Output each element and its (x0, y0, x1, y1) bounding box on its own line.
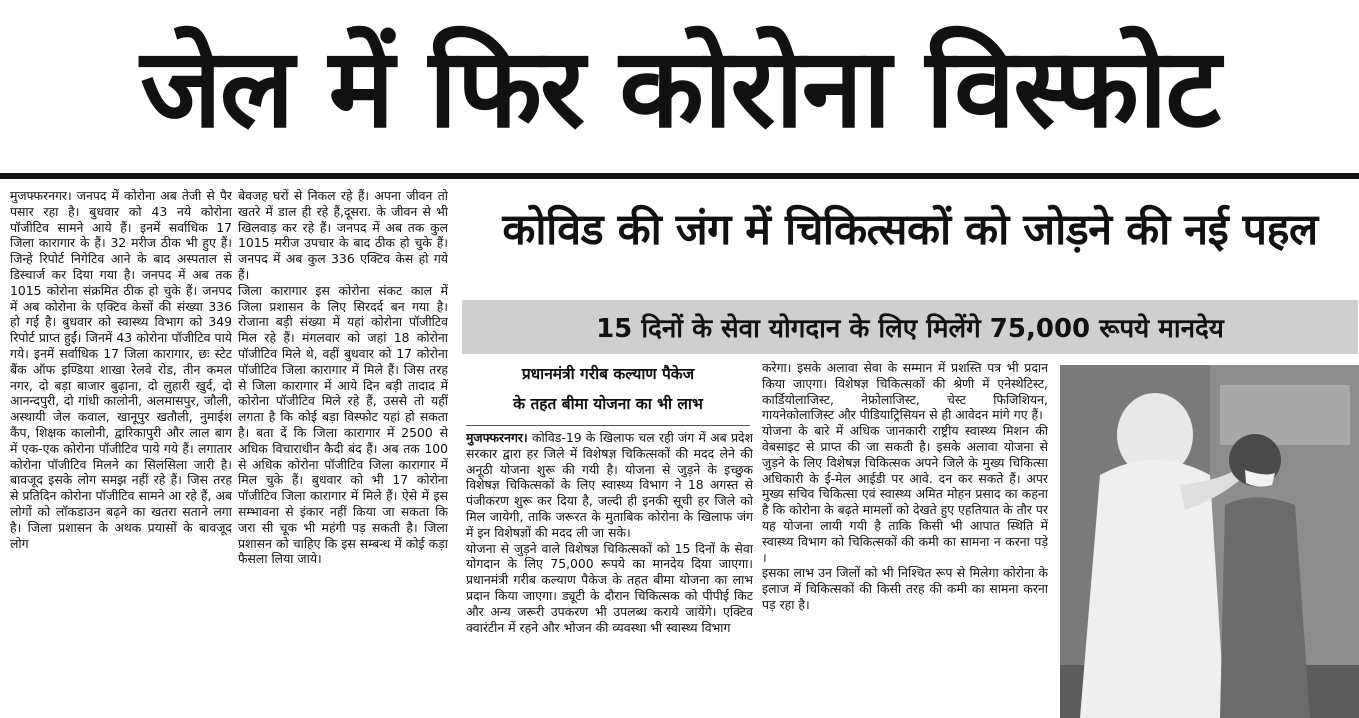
column-3-paragraph-1 (466, 430, 753, 541)
story-column-3 (466, 430, 753, 718)
column-2-paragraph-2: जिला कारागार इस कोरोना संकट काल में जिला प्रशासन के लिए सिरदर्द बन गया है। रोजाना बड़ी संख्या में यहां कोरोना पॉजीटिव मिल रहे हैं। मंगलवार को जहां 18 कोरोना पॉजीटिव मिले थे, वहीं बुधवार को 17 कोरोना पॉजीटिव जिला कारागार में मिले हैं। जिस तरह से जिला कारागार में आये दिन बड़ी तादाद में कोरोना पॉजीटिव मिले रहे हैं, उससे तो यहीं लगता है कि कोई बड़ा विस्फोट यहां हो सकता है। बता दें कि जिला कारागार में 2500 से अधिक विचाराधीन कैदी बंद हैं। अब तक 100 से अधिक कोरोना पॉजीटिव जिला कारागार में मिल चुके हैं। बुधवार को भी 17 कोरोना पॉजीटिव जिला कारागार में मिले हैं। ऐसे में इस सम्भावना से इंकार नहीं किया जा सकता कि जरा सी चूक भी महंगी पड़ सकती है। जिला प्रशासन को चाहिए कि इस सम्बन्ध में कोई कड़ा फैसला लिया जाये। (238, 282, 448, 567)
column-3-text-1: कोविड-19 के खिलाफ चल रही जंग में अब प्रदेश सरकार द्वारा हर जिले में विशेषज्ञ चिकित्सकों की मदद लेने की अनूठी योजना शुरू की गयी है। योजना से जुड़ने के इच्छुक विशेषज्ञ चिकित्सकों के लिए स्वास्थ्य विभाग ने 18 अगस्त से पंजीकरण शुरू कर दिया है, जल्दी ही इनकी सूची हर जिले को मिल जायेगी, ताकि जरूरत के मुताबिक कोरोना के खिलाफ जंग में इन विशेषज्ञों की मदद ली जा सके। (466, 430, 753, 540)
column-2-paragraph-1: बेवजह घरों से निकल रहे हैं। अपना जीवन तो खतरे में डाल ही रहे हैं,दूसरा. के जीवन से भी खिलवाड़ कर रहे हैं। जनपद में अब तक कुल 1015 मरीज उपचार के बाद ठीक हो चुके हैं। जनपद में अब कुल 336 एक्टिव केस हो गये हैं। (238, 188, 448, 282)
sub-headline: कोविड की जंग में चिकित्सकों को जोड़ने की नई पहल (502, 204, 1318, 255)
headline-rule (0, 173, 1359, 179)
column-3-paragraph-2: योजना से जुड़ने वाले विशेषज्ञ चिकित्सकों को 15 दिनों के सेवा योगदान के लिए 75,000 रूपये का मानदेय दिया जाएगा। प्रधानमंत्री गरीब कल्याण पैकेज के तहत बीमा योजना का लाभ प्रदान किया जाएगा। ड्यूटी के दौरान चिकित्सक को पीपीई किट और अन्य जरूरी उपकरण भी उपलब्ध कराये जायेंगे। एक्टिव क्वारंटीन में रहने और भोजन की व्यवस्था भी स्वास्थ्य विभाग (466, 540, 753, 635)
swab-test-photo-icon (1060, 365, 1359, 718)
news-photo (1060, 365, 1359, 718)
column-4-paragraph-1: करेगा। इसके अलावा सेवा के सम्मान में प्रशस्ति पत्र भी प्रदान किया जाएगा। विशेषज्ञ चिकित्सकों की श्रेणी में एनेस्थेटिस्ट, कार्डियोलाजिस्ट, नेफ्रोलाजिस्ट, चेस्ट फिजिशियन, गायनेकोलाजिस्ट और पीडियाट्रिसियन से ही आवेदन मांगे गए हैं। (762, 360, 1048, 423)
story-column-4 (762, 360, 1048, 718)
mini-headline (466, 359, 750, 426)
story-column-1 (10, 188, 232, 716)
column-1-text: मुजफ्फरनगर। जनपद में कोरोना अब तेजी से पैर पसार रहा है। बुधवार को 43 नये कोरोना पॉजीटिव सामने आये हैं। इनमें सर्वाधिक 17 जिला कारागार के हैं। 32 मरीज ठीक भी हुए हैं। जिन्हे रिपोर्ट निगेटिव आने के बाद अस्पताल से डिस्चार्ज कर दिया गया है। जनपद में अब तक 1015 कोरोना संक्रमित ठीक हो चुके हैं। जनपद में अब कोरोना के एक्टिव केसों की संख्या 336 हो गई है। बुधवार को स्वास्थ्य विभाग को 349 रिपोर्ट प्राप्त हुईं। जिनमें 43 कोरोना पॉजीटिव पाये गये। इनमें सर्वाधिक 17 जिला कारागार, छः स्टेट बैंक ऑफ इण्डिया शाखा रेलवे रोड, तीन कमल नगर, दो बड़ा बाजार बुढ़ाना, दो लुहारी खुर्द, दो आनन्दपुरी, दो गांधी कालोनी, अलमासपुर, जौली, अस्थायी जेल कवाल, खानूपुर खतौली, नुमाईश कैंप, शिक्षक कालोनी, द्वारिकापुरी और लाल बाग में एक-एक कोरोना पॉजीटिव पाये गये हैं। लगातार कोरोना पॉजीटिव मिलने का सिलसिला जारी है। बावजूद इसके लोग समझ नहीं रहे हैं। जिस तरह से प्रतिदिन कोरोना पॉजीटिव सामने आ रहे हैं, अब लोगों को लॉकडाउन बढ़ने का खतरा सताने लगा है। जिला प्रशासन के अथक प्रयासों के बावजूद लोग (10, 188, 232, 551)
dateline: मुजफ्फरनगर। (466, 430, 528, 445)
column-4-paragraph-2: योजना के बारे में अधिक जानकारी राष्ट्रीय स्वास्थ्य मिशन की वेबसाइट से प्राप्त की जा सकती है। इसके अलावा योजना से जुड़ने के लिए विशेषज्ञ चिकित्सक अपने जिले के मुख्य चिकित्सा अधिकारी के ई-मेल आईडी पर आवे. दन कर सकते हैं। अपर मुख्य सचिव चिकित्सा एवं स्वास्थ्य अमित मोहन प्रसाद का कहना है कि कोरोना के बढ़ते मामलों को देखते हुए एहतियात के तौर पर यह योजना लायी गयी है ताकि किसी भी आपात स्थिति में स्वास्थ्य विभाग को चिकित्सकों की कमी का सामना न करना पड़े । (762, 423, 1048, 565)
highlight-bar-headline: 15 दिनों के सेवा योगदान के लिए मिलेंगे 75,000 रूपये मानदेय (462, 300, 1358, 354)
mini-headline-line-1: प्रधानमंत्री गरीब कल्याण पैकेज (521, 365, 695, 383)
story-column-2 (238, 188, 448, 716)
main-headline: जेल में फिर कोरोना विस्फोट (140, 24, 1219, 152)
column-4-paragraph-3: इसका लाभ उन जिलों को भी निश्चित रूप से मिलेगा कोरोना के इलाज में चिकित्सकों की किसी तरह की कमी का सामना करना पड़ रहा है। (762, 565, 1048, 612)
mini-headline-line-2: के तहत बीमा योजना का भी लाभ (513, 395, 703, 413)
